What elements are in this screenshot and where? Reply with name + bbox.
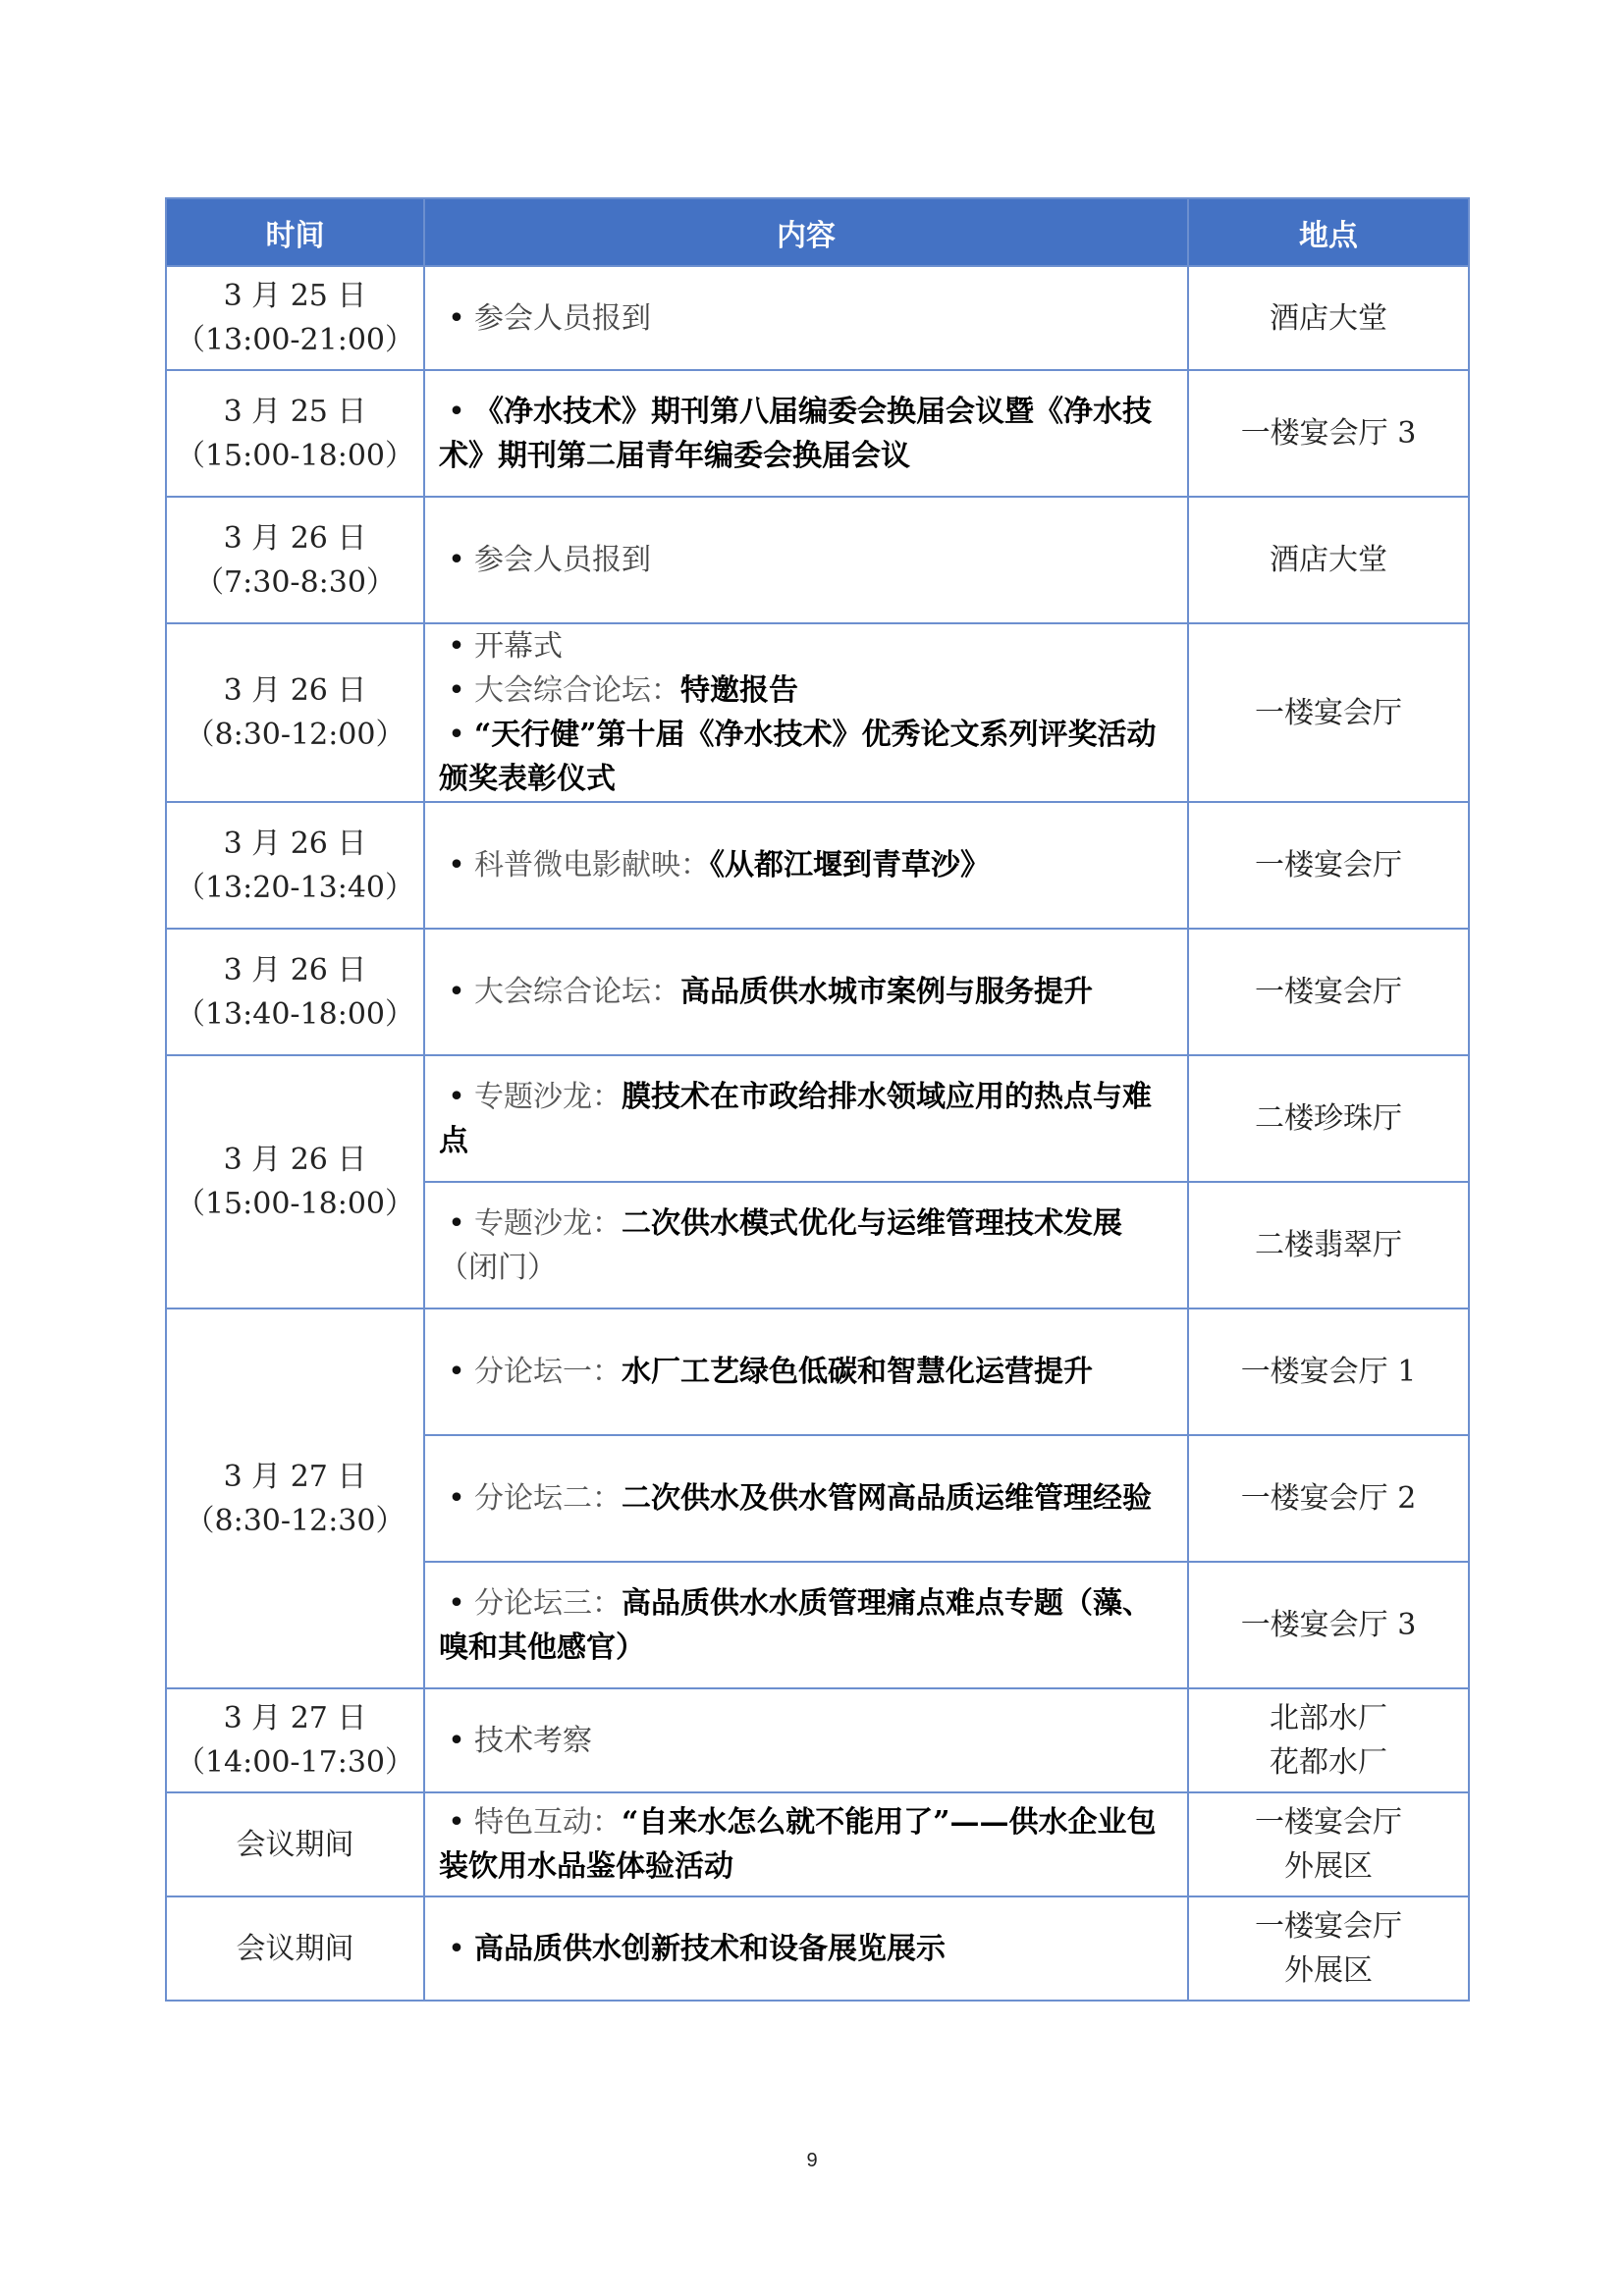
- item-value: 特邀报告: [680, 673, 798, 708]
- item-label: 科普微电影献映：: [474, 848, 710, 882]
- item-value: 《从都江堰到青草沙》: [710, 848, 990, 882]
- time-cell: [166, 1688, 424, 1792]
- item-text: 《净水技术》期刊第八届编委会换届会议暨《净水技术》期刊第二届青年编委会换届会议: [439, 394, 1152, 473]
- item-value: 水厂工艺绿色低碳和智慧化运营提升: [622, 1355, 1093, 1389]
- content-cell: [424, 1562, 1188, 1688]
- bullet-icon: •: [448, 1355, 465, 1389]
- content-cell: [424, 1792, 1188, 1896]
- place-cell: 一楼宴会厅: [1188, 802, 1469, 929]
- time-text: （14:00-17:30）: [175, 1745, 415, 1780]
- place-line: 北部水厂: [1270, 1701, 1387, 1735]
- bullet-icon: •: [448, 300, 465, 336]
- item-value: 膜技术在市政给排水领域应用的热点与难点: [439, 1079, 1152, 1158]
- place-cell: 一楼宴会厅 1: [1188, 1308, 1469, 1435]
- date-text: 3 月 26 日: [223, 673, 367, 708]
- bullet-icon: •: [448, 394, 465, 429]
- time-cell: [166, 623, 424, 802]
- time-cell: [166, 929, 424, 1055]
- item-value: 高品质供水水质管理痛点难点专题（藻、嗅和其他感官）: [439, 1585, 1152, 1665]
- item-value: 高品质供水城市案例与服务提升: [680, 975, 1093, 1009]
- place-cell: 一楼宴会厅 3: [1188, 1562, 1469, 1688]
- table-row: [166, 1308, 1469, 1435]
- time-text: （13:20-13:40）: [175, 870, 415, 905]
- time-cell: [166, 497, 424, 623]
- header-content: 内容: [424, 198, 1188, 266]
- item-text: 开幕式: [474, 629, 563, 664]
- bullet-icon: •: [448, 1585, 465, 1621]
- item-value: 二次供水及供水管网高品质运维管理经验: [622, 1481, 1152, 1516]
- item-label: 大会综合论坛：: [474, 975, 680, 1009]
- bullet-icon: •: [448, 1931, 465, 1966]
- time-text: （8:30-12:00）: [185, 718, 406, 752]
- content-cell: [424, 1182, 1188, 1308]
- time-cell: 会议期间: [166, 1792, 424, 1896]
- page-number: 9: [806, 2150, 818, 2171]
- place-cell: 酒店大堂: [1188, 266, 1469, 370]
- date-text: 3 月 25 日: [223, 279, 367, 313]
- content-cell: [424, 370, 1188, 497]
- table-row: [166, 623, 1469, 802]
- header-row: [166, 198, 1469, 266]
- bullet-icon: •: [448, 629, 465, 664]
- place-line: 外展区: [1284, 1953, 1373, 1988]
- item-label: 专题沙龙：: [474, 1079, 622, 1114]
- time-text: （13:40-18:00）: [175, 996, 415, 1032]
- bullet-icon: •: [448, 1805, 465, 1840]
- item-text: 技术考察: [474, 1723, 592, 1758]
- content-cell: [424, 1688, 1188, 1792]
- table-row: [166, 1896, 1469, 2001]
- item-value: 二次供水模式优化与运维管理技术发展: [622, 1205, 1122, 1241]
- time-text: （7:30-8:30）: [194, 564, 396, 600]
- date-text: 3 月 26 日: [223, 1143, 367, 1177]
- item-label: 分论坛三：: [474, 1585, 622, 1621]
- table-row: [166, 1688, 1469, 1792]
- place-cell: [1188, 1792, 1469, 1896]
- bullet-icon: •: [448, 718, 465, 752]
- place-line: 外展区: [1284, 1849, 1373, 1884]
- place-cell: 一楼宴会厅: [1188, 929, 1469, 1055]
- bullet-icon: •: [448, 1481, 465, 1516]
- time-cell: [166, 370, 424, 497]
- content-cell: [424, 929, 1188, 1055]
- item-label: 分论坛二：: [474, 1481, 622, 1516]
- date-text: 3 月 27 日: [223, 1701, 367, 1735]
- place-cell: 一楼宴会厅 3: [1188, 370, 1469, 497]
- table-row: [166, 370, 1469, 497]
- place-cell: [1188, 1896, 1469, 2001]
- item-text: “天行健”第十届《净水技术》优秀论文系列评奖活动颁奖表彰仪式: [439, 718, 1157, 796]
- place-line: 一楼宴会厅: [1255, 1805, 1402, 1840]
- place-cell: 一楼宴会厅 2: [1188, 1435, 1469, 1562]
- time-cell: [166, 266, 424, 370]
- time-text: （13:00-21:00）: [175, 323, 415, 357]
- table-row: [166, 929, 1469, 1055]
- item-text: 参会人员报到: [474, 300, 651, 336]
- item-label: 特色互动：: [474, 1805, 622, 1840]
- time-cell: 会议期间: [166, 1896, 424, 2001]
- table-row: [166, 802, 1469, 929]
- bullet-icon: •: [448, 975, 465, 1009]
- content-cell: [424, 1896, 1188, 2001]
- item-text: 高品质供水创新技术和设备展览展示: [474, 1931, 946, 1966]
- item-label: 专题沙龙：: [474, 1205, 622, 1241]
- item-text: 参会人员报到: [474, 543, 651, 577]
- place-cell: 酒店大堂: [1188, 497, 1469, 623]
- content-cell: [424, 802, 1188, 929]
- date-text: 3 月 27 日: [223, 1459, 367, 1494]
- content-cell: [424, 497, 1188, 623]
- content-cell: [424, 1308, 1188, 1435]
- date-text: 3 月 26 日: [223, 952, 367, 988]
- date-text: 3 月 26 日: [223, 520, 367, 556]
- item-label: 分论坛一：: [474, 1355, 622, 1389]
- place-line: 花都水厂: [1270, 1745, 1387, 1780]
- place-cell: 二楼翡翠厅: [1188, 1182, 1469, 1308]
- content-cell: [424, 623, 1188, 802]
- schedule-table: [165, 197, 1470, 2002]
- item-label: 大会综合论坛：: [474, 673, 680, 708]
- header-place: 地点: [1188, 198, 1469, 266]
- date-text: 3 月 25 日: [223, 394, 367, 429]
- content-cell: [424, 1435, 1188, 1562]
- bullet-icon: •: [448, 1723, 465, 1758]
- place-line: 一楼宴会厅: [1255, 1909, 1402, 1944]
- table-row: [166, 1792, 1469, 1896]
- item-suffix: （闭门）: [439, 1250, 557, 1285]
- bullet-icon: •: [448, 543, 465, 577]
- date-text: 3 月 26 日: [223, 826, 367, 861]
- item-value: “自来水怎么就不能用了”——供水企业包装饮用水品鉴体验活动: [439, 1805, 1157, 1884]
- header-time: 时间: [166, 198, 424, 266]
- time-cell: [166, 1308, 424, 1688]
- table-row: [166, 266, 1469, 370]
- time-cell: [166, 802, 424, 929]
- bullet-icon: •: [448, 1205, 465, 1241]
- place-cell: 二楼珍珠厅: [1188, 1055, 1469, 1182]
- table-row: [166, 1055, 1469, 1182]
- time-text: （8:30-12:30）: [185, 1503, 406, 1538]
- time-cell: [166, 1055, 424, 1308]
- time-text: （15:00-18:00）: [175, 1187, 415, 1221]
- bullet-icon: •: [448, 673, 465, 708]
- content-cell: [424, 1055, 1188, 1182]
- table-row: [166, 497, 1469, 623]
- place-cell: 一楼宴会厅: [1188, 623, 1469, 802]
- time-text: （15:00-18:00）: [175, 438, 415, 473]
- content-cell: [424, 266, 1188, 370]
- bullet-icon: •: [448, 848, 465, 882]
- place-cell: [1188, 1688, 1469, 1792]
- bullet-icon: •: [448, 1079, 465, 1114]
